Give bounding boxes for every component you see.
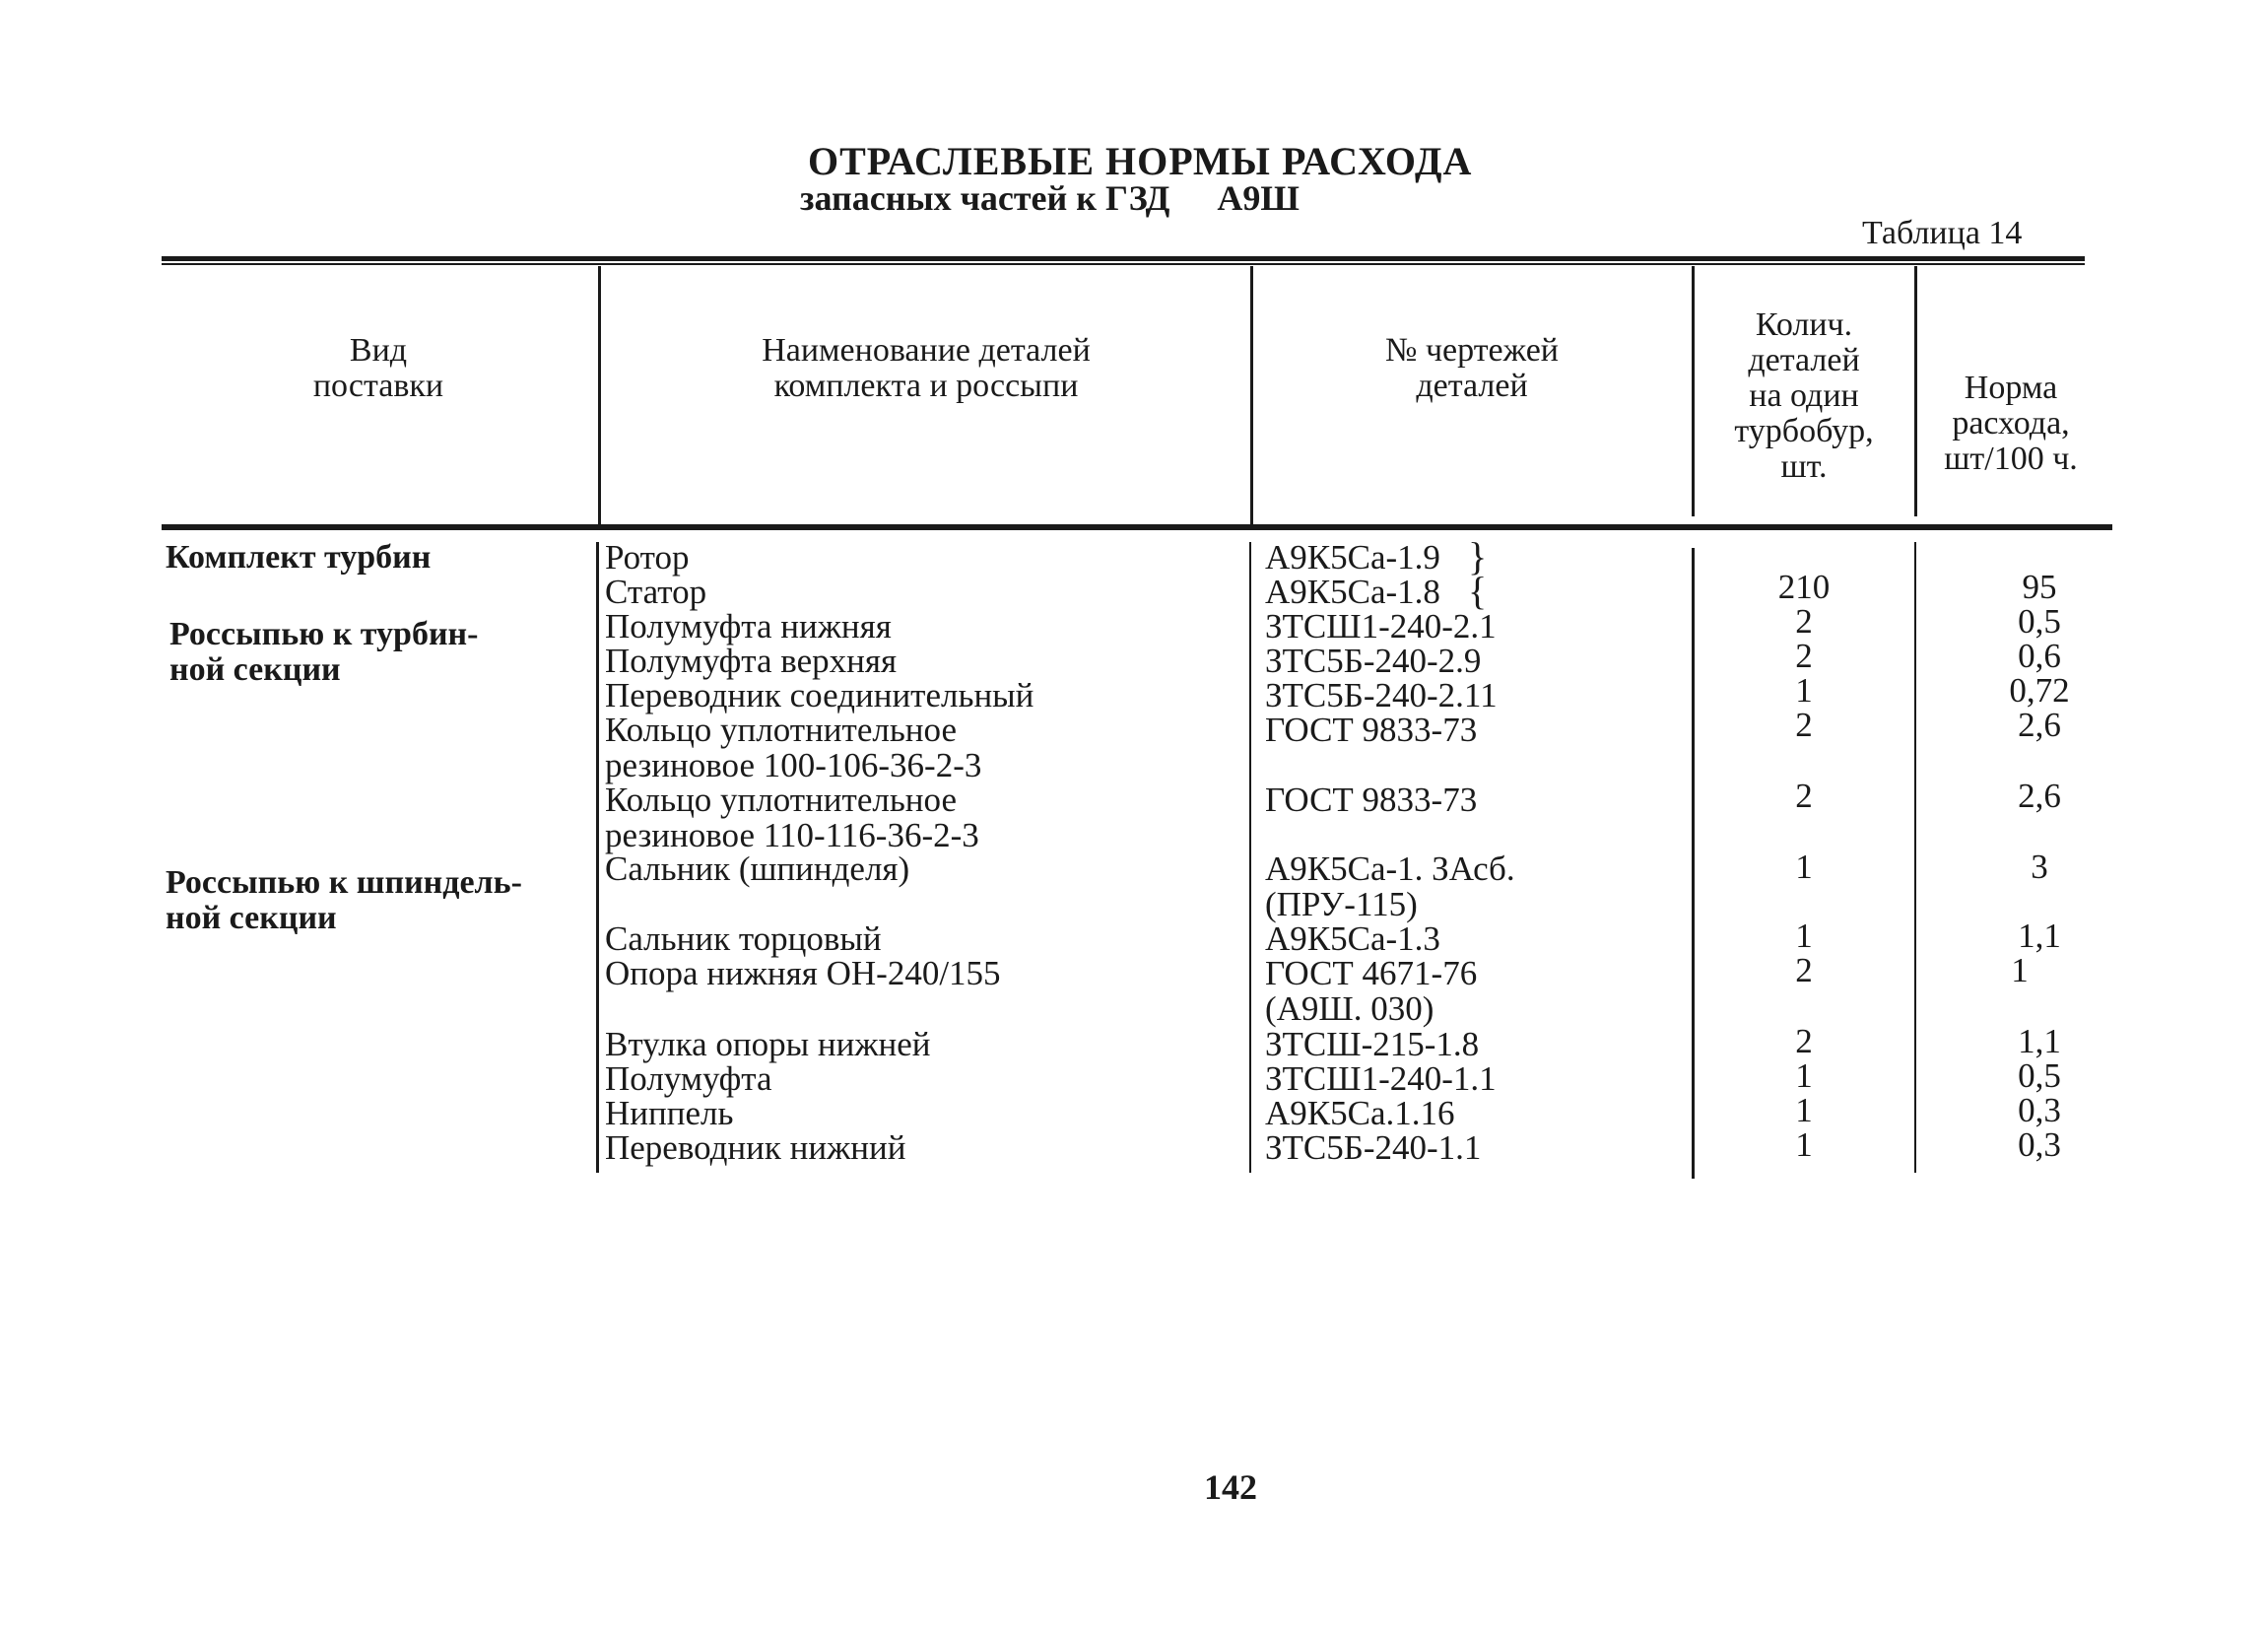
- table-row-name: Полумуфта нижняя: [605, 607, 892, 645]
- table-row-name: Ротор: [605, 538, 690, 577]
- table-row-qty: 1: [1795, 917, 1813, 955]
- table-row-qty: 2: [1795, 777, 1813, 815]
- table-row-name: Переводник соединительный: [605, 676, 1034, 714]
- table-row-name: Статор: [605, 573, 707, 611]
- category-spindle-section: Россыпью к шпиндель- ной секции: [166, 864, 522, 936]
- category-turbine-section: Россыпью к турбин- ной секции: [169, 616, 479, 688]
- header-quantity: Колич. деталей на один турбобур, шт.: [1734, 306, 1874, 485]
- table-row-drawing: ГОСТ 4671-76 (А9Ш. 030): [1265, 954, 1478, 1028]
- body-divider-1: [596, 542, 599, 1173]
- table-row-qty: 1: [1795, 1091, 1813, 1129]
- table-row-name: Сальник торцовый: [605, 919, 882, 958]
- table-row-rate: 0,5: [2018, 1056, 2061, 1095]
- body-divider-4: [1914, 542, 1916, 1173]
- table-row-rate: 0,6: [2018, 637, 2061, 675]
- table-row-qty: 2: [1795, 602, 1813, 641]
- table-number: Таблица 14: [1862, 215, 2023, 251]
- table-row-rate: 2,6: [2018, 777, 2061, 815]
- header-supply-type: Вид поставки: [312, 332, 444, 404]
- brace-icon: }: [1468, 534, 1488, 578]
- table-row-qty: 1: [1795, 1056, 1813, 1095]
- table-row-drawing: ЗТСШ-215-1.8: [1265, 1025, 1480, 1063]
- table-row-rate: 0,3: [2018, 1091, 2061, 1129]
- table-row-qty: 1: [1795, 848, 1813, 886]
- top-rule-thin: [162, 263, 2085, 265]
- table-row-drawing: А9К5Са-1. ЗАсб. (ПРУ-115): [1265, 849, 1515, 923]
- table-row-qty: 1: [1795, 671, 1813, 710]
- table-row-drawing: ЗТС5Б-240-2.11: [1265, 676, 1498, 714]
- table-row-name: Кольцо уплотнительное резиновое 110-116-36-2-3: [605, 781, 979, 854]
- table-row-rate: 1,1: [2018, 1022, 2061, 1060]
- table-row-name: Кольцо уплотнительное резиновое 100-106-36-2-3: [605, 711, 982, 784]
- table-row-drawing: ЗТСШ1-240-2.1: [1265, 607, 1497, 645]
- table-row-qty: 2: [1795, 706, 1813, 744]
- header-divider-1: [598, 266, 601, 524]
- table-row-drawing: ЗТС5Б-240-1.1: [1265, 1128, 1482, 1167]
- table-row-rate: 1: [2011, 951, 2029, 989]
- header-rule: [162, 524, 2112, 530]
- table-row-name: Втулка опоры нижней: [605, 1025, 931, 1063]
- table-row-drawing: А9К5Са.1.16: [1265, 1094, 1455, 1132]
- table-row-drawing: А9К5Са-1.3: [1265, 919, 1440, 958]
- table-row-drawing: ЗТС5Б-240-2.9: [1265, 642, 1482, 680]
- table-row-drawing: А9К5Са-1.8: [1265, 573, 1440, 611]
- table-row-rate: 0,72: [2009, 671, 2070, 710]
- page-number: 142: [1204, 1467, 1257, 1507]
- table-subtitle: [800, 177, 1300, 219]
- header-rate: Норма расхода, шт/100 ч.: [1944, 370, 2078, 477]
- table-row-qty: 210: [1777, 568, 1831, 606]
- table-row-qty: 2: [1795, 637, 1813, 675]
- table-title: ОТРАСЛЕВЫЕ НОРМЫ РАСХОДА: [808, 139, 1473, 183]
- table-row-qty: 1: [1795, 1125, 1813, 1164]
- subtitle-model: А9Ш: [1217, 178, 1300, 218]
- table-row-qty: 2: [1795, 951, 1813, 989]
- table-row-rate: 0,5: [2018, 602, 2061, 641]
- table-row-rate: 95: [2022, 568, 2057, 606]
- table-row-name: Ниппель: [605, 1094, 734, 1132]
- header-part-name: Наименование деталей комплекта и россыпи: [762, 332, 1091, 404]
- table-row-drawing: ГОСТ 9833-73: [1265, 711, 1478, 749]
- table-row-qty: 2: [1795, 1022, 1813, 1060]
- table-row-rate: 1,1: [2018, 917, 2061, 955]
- table-row-drawing: ЗТСШ1-240-1.1: [1265, 1059, 1497, 1098]
- table-row-drawing: ГОСТ 9833-73: [1265, 781, 1478, 819]
- table-row-name: Сальник (шпинделя): [605, 849, 910, 888]
- table-row-drawing: А9К5Са-1.9: [1265, 538, 1440, 577]
- table-row-rate: 3: [2031, 848, 2048, 886]
- top-rule: [162, 256, 2085, 261]
- table-row-rate: 2,6: [2018, 706, 2061, 744]
- header-drawing-no: № чертежей деталей: [1385, 332, 1559, 404]
- table-row-name: Полумуфта: [605, 1059, 772, 1098]
- subtitle-prefix: запасных частей к ГЗД: [800, 178, 1170, 218]
- table-row-name: Переводник нижний: [605, 1128, 906, 1167]
- table-row-name: Полумуфта верхняя: [605, 642, 898, 680]
- category-turbine-set: Комплект турбин: [166, 539, 432, 576]
- brace-icon: {: [1468, 569, 1488, 613]
- table-row-rate: 0,3: [2018, 1125, 2061, 1164]
- body-divider-2: [1249, 542, 1251, 1173]
- table-row-name: Опора нижняя ОН-240/155: [605, 954, 1001, 992]
